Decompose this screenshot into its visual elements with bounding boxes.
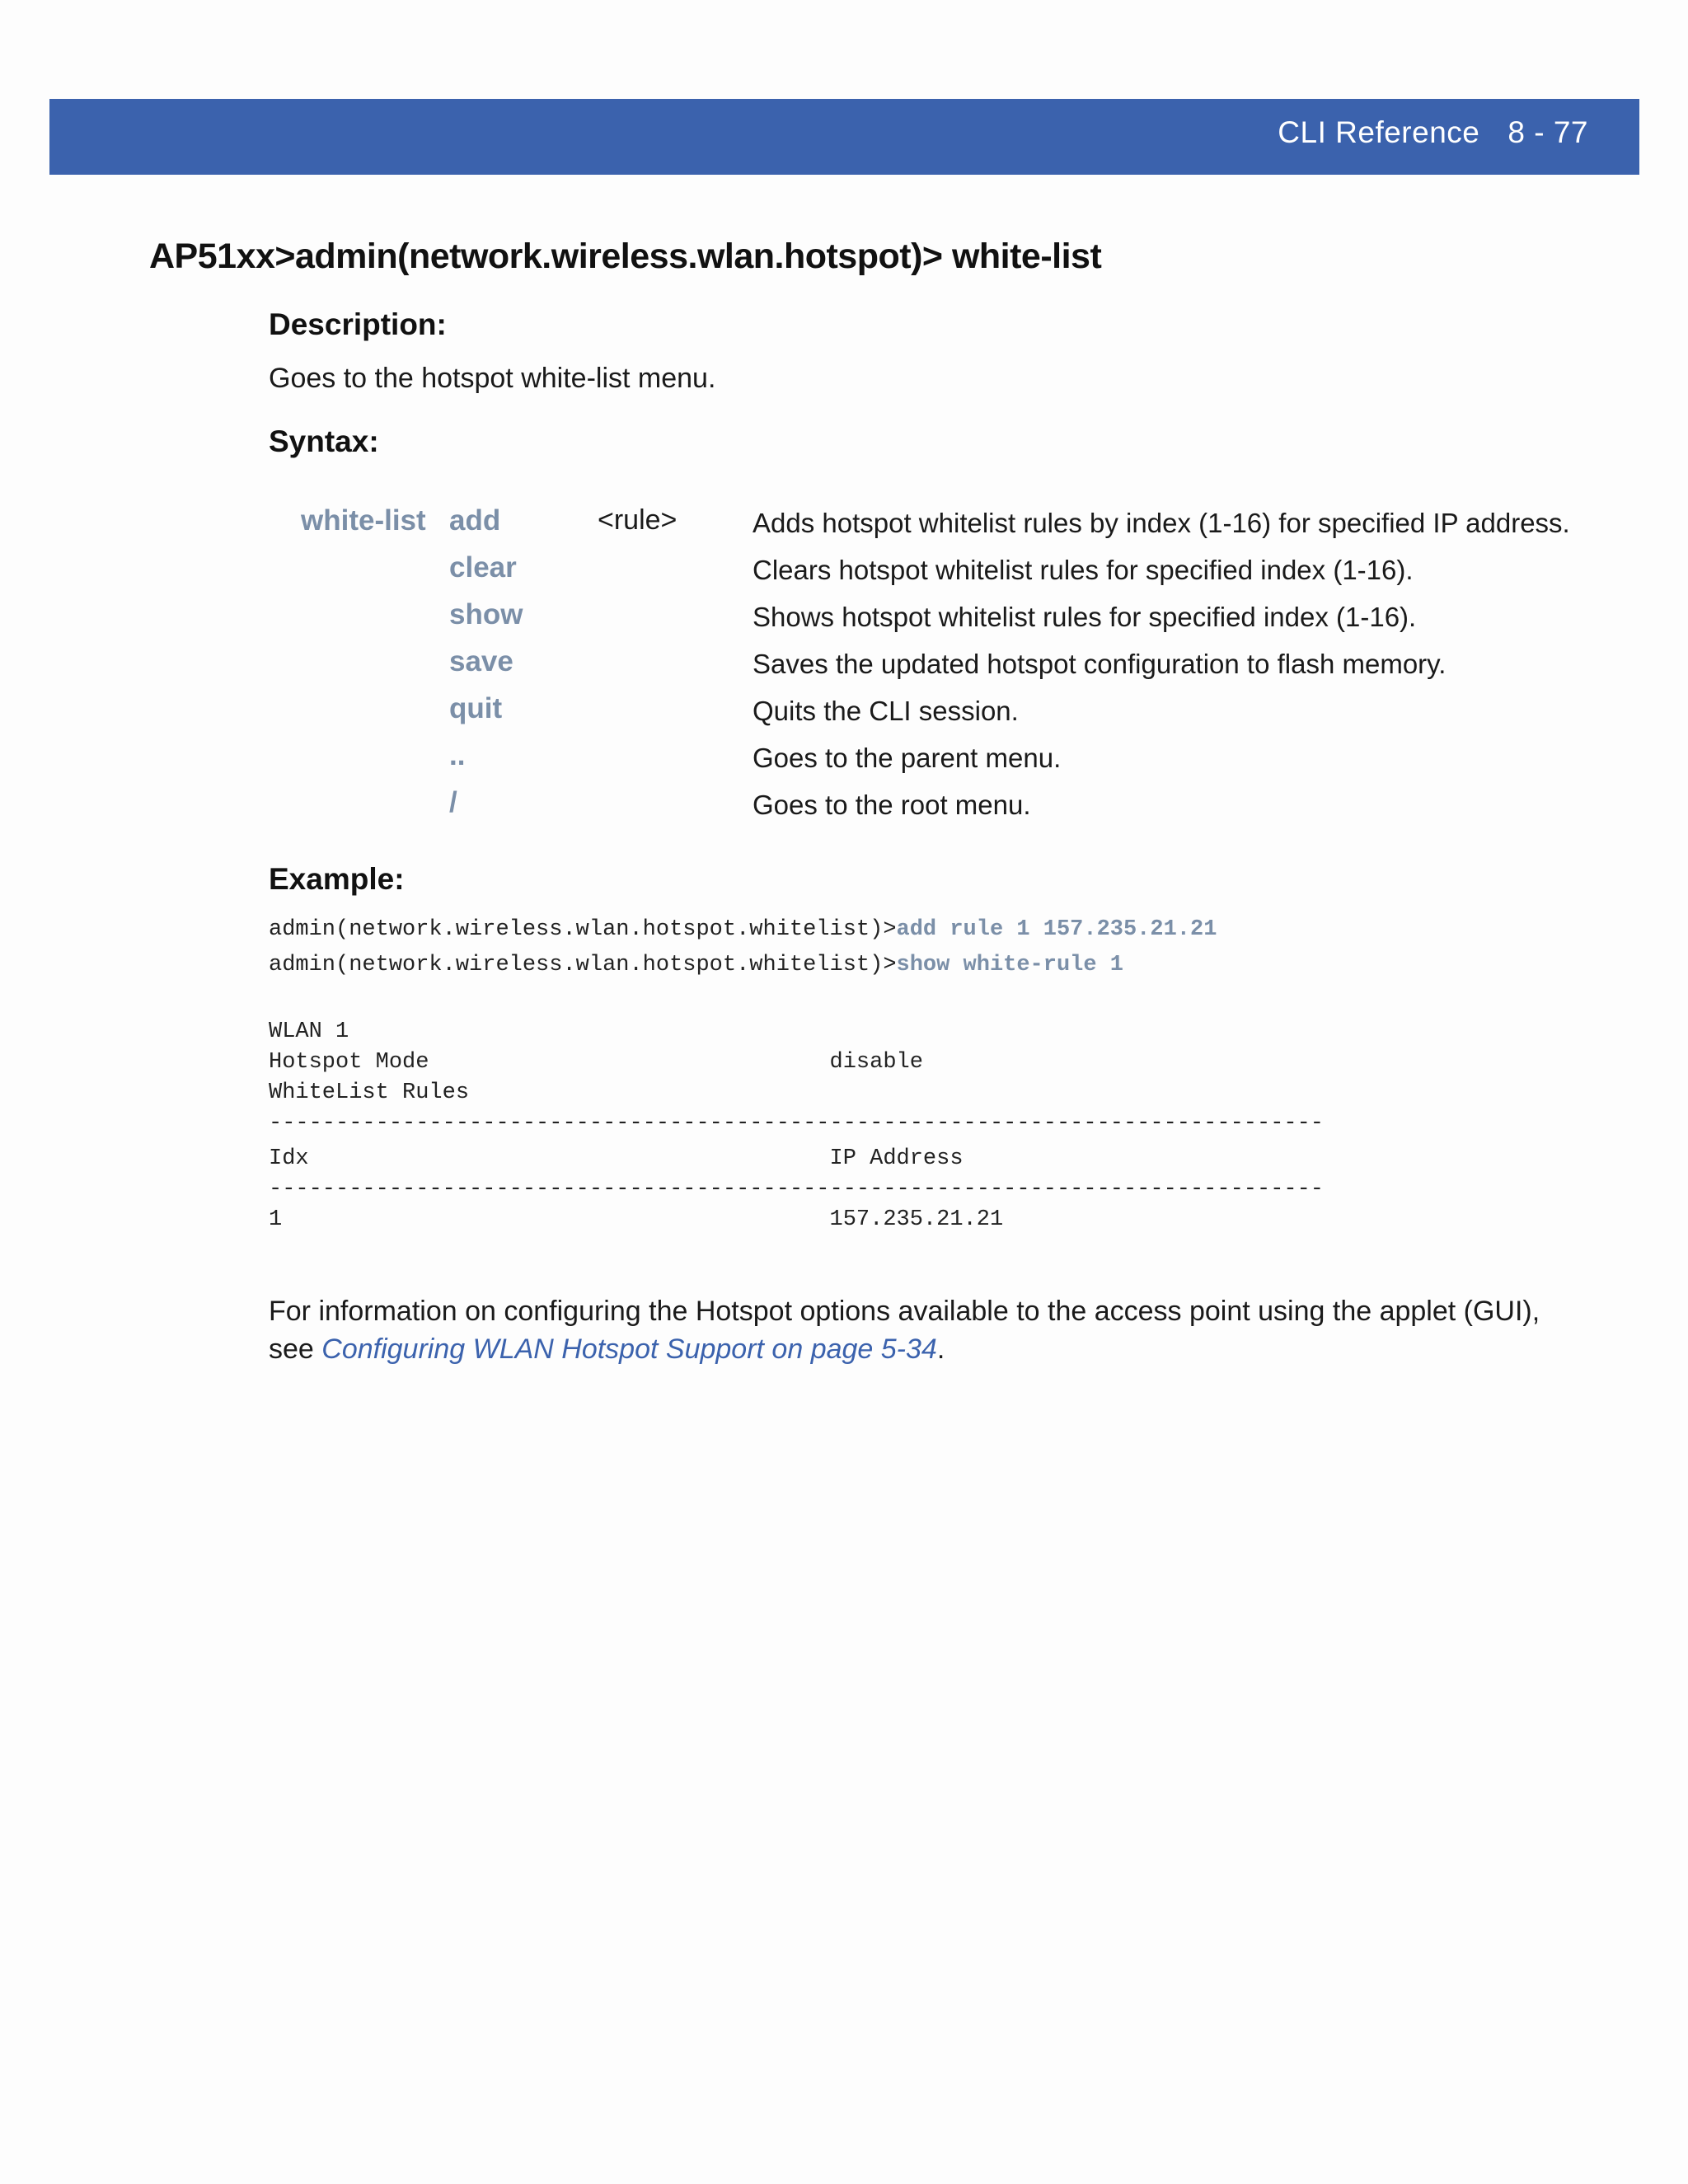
syntax-command: white-list xyxy=(301,504,426,537)
description-heading: Description: xyxy=(269,307,447,341)
example-command-line-2 xyxy=(269,953,1123,977)
syntax-subcommand: .. xyxy=(449,739,466,771)
reference-text: For information on configuring the Hotspot options available to the access point using the applet (GUI), see xyxy=(269,1296,1540,1365)
syntax-subcommand: show xyxy=(449,598,523,630)
example-command-line-1 xyxy=(269,917,1217,942)
syntax-row xyxy=(0,551,1688,598)
syntax-description: Adds hotspot whitelist rules by index (1-16) for specified IP address. xyxy=(753,508,1570,538)
reference-end: . xyxy=(936,1333,945,1365)
syntax-row xyxy=(0,504,1688,551)
cli-prompt: admin(network.wireless.wlan.hotspot.whitelist)> xyxy=(269,917,897,942)
reference-paragraph xyxy=(269,1292,1587,1368)
syntax-description: Goes to the parent menu. xyxy=(753,743,1062,773)
syntax-row xyxy=(0,786,1688,832)
syntax-subcommand: / xyxy=(449,786,457,818)
output-line: Hotspot Mode disable xyxy=(269,1050,923,1075)
syntax-description: Saves the updated hotspot configuration to flash memory. xyxy=(753,649,1447,679)
syntax-heading: Syntax: xyxy=(269,424,379,458)
syntax-subcommand: save xyxy=(449,645,513,677)
syntax-argument: <rule> xyxy=(598,504,678,536)
example-heading: Example: xyxy=(269,862,405,896)
syntax-subcommand: add xyxy=(449,504,501,537)
page-number: 8 - 77 xyxy=(1507,115,1588,149)
syntax-row xyxy=(0,739,1688,785)
output-line: WLAN 1 xyxy=(269,1019,349,1044)
cli-prompt: admin(network.wireless.wlan.hotspot.whitelist)> xyxy=(269,953,897,977)
cross-reference-link[interactable]: Configuring WLAN Hotspot Support on page 5-34 xyxy=(321,1333,937,1365)
syntax-row xyxy=(0,598,1688,644)
page-header-bar xyxy=(49,99,1639,175)
header-section-title: CLI Reference xyxy=(1278,115,1480,149)
syntax-description: Clears hotspot whitelist rules for specified index (1-16). xyxy=(753,555,1414,585)
output-line: WhiteList Rules xyxy=(269,1080,470,1105)
command-title: AP51xx>admin(network.wireless.wlan.hotspot)> white-list xyxy=(149,237,1102,276)
syntax-row xyxy=(0,692,1688,738)
cli-command: add rule 1 157.235.21.21 xyxy=(896,917,1217,942)
syntax-description: Quits the CLI session. xyxy=(753,696,1019,726)
header-text xyxy=(1278,115,1588,150)
cli-command: show white-rule 1 xyxy=(896,953,1123,977)
syntax-description: Goes to the root menu. xyxy=(753,790,1031,820)
syntax-description: Shows hotspot whitelist rules for specified index (1-16). xyxy=(753,602,1417,632)
syntax-row xyxy=(0,645,1688,691)
syntax-subcommand: clear xyxy=(449,551,517,583)
output-divider: ------------------------------------------------------------------------------- xyxy=(269,1111,1325,1136)
description-text: Goes to the hotspot white-list menu. xyxy=(269,363,716,394)
output-line: Idx IP Address xyxy=(269,1146,964,1171)
output-line: 1 157.235.21.21 xyxy=(269,1207,1004,1232)
output-divider: ------------------------------------------------------------------------------- xyxy=(269,1177,1325,1202)
syntax-subcommand: quit xyxy=(449,692,503,724)
